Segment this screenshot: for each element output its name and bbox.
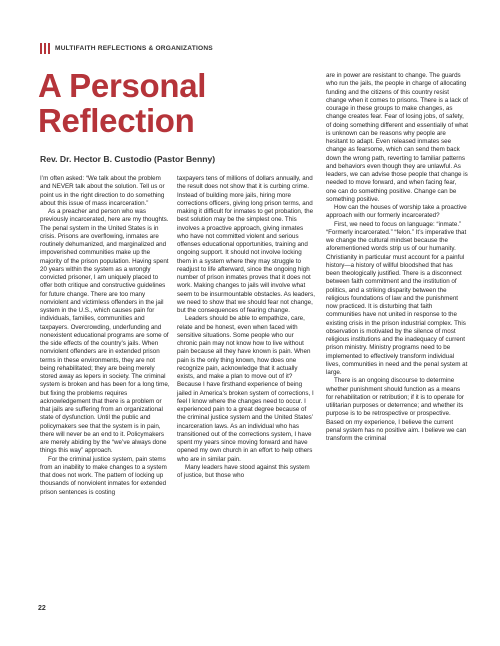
paragraph: As a preacher and person who was previously incarcerated, here are my thoughts. The penal system in the United States is in crisis. Prisons are overflowing, inmates are routinely dehumanized, and marginalized and impoverished communities make up the majority of the prison population. Having spent 20 years within the system as a wrongly convicted prisoner, I am uniquely placed to offer both critique and constructive guidelines for future change. There are too many nonviolent and victimless offenders in the jail system in the U.S., which causes pain for individuals, families, communities and taxpayers. Overcrowding, underfunding and nonexistent educational programs are some of the side effects of the country’s jails. When nonviolent offenders are in extended prison terms in these environments, they are not being rehabilitated; they are being merely stored away as lepers in society. The criminal system is broken and has been for a long time, but fixing the problems requires acknowledgement that there is a problem or that jails are suffering from an organizational state of dysfunction. Until the public and policymakers see that the system is in pain, there will never be an end to it. Policymakers are merely abiding by the “we’ve always done things this way” approach. [40,208,170,455]
paragraph: First, we need to focus on language: “inmate.” “Formerly incarcerated.” “felon.” It’s imperative that we change the cultural mindset because the aforementioned words strip us of our humanity. Christianity in particular must account for a painful history—a history of willful bloodshed that has been theologically justified. There is a disconnect between faith commitment and the institution of politics, and a striking disparity between the religious foundations of law and the punishment now practiced. It is disturbing that faith communities have not united in response to the existing crisis in the prison industrial complex. This observation is motivated by the silence of most religious institutions and the inadequacy of current prison ministry. Ministry programs need to be implemented to effectively transform individual lives, communities in need and the penal system at large. [326,220,468,376]
paragraph: How can the houses of worship take a proactive approach with our formerly incarcerated? [326,204,467,220]
paragraph: I’m often asked: “We talk about the problem and NEVER talk about the solution. Tell us or point us in the right direction to do something about this issue of mass incarceration.” [40,175,165,207]
paragraph: taxpayers tens of millions of dollars annually, and the result does not show that it is curbing crime. Instead of building more jails, hiring more corrections officers, giving long prison terms, and making it difficult for inmates to get probation, the best solution may be the simplest one. This involves a proactive approach, giving inmates who have not committed violent and serious offenses educational opportunities, training and ongoing support. It should not involve locking them in a system where they may struggle to readjust to life afterward, since the ongoing high number of prison inmates proves that it does not work. Making changes to jails will involve what seem to be insurmountable obstacles. As leaders, we need to show that we should fear not change, but the consequences of fearing change. [177,175,315,314]
text-column-2 [177,175,315,480]
section-label: MULTIFAITH REFLECTIONS & ORGANIZATIONS [55,45,213,52]
page-number: 22 [38,605,46,612]
title-line-2: Reflection [38,102,195,139]
article-title [38,68,206,138]
paragraph: Many leaders have stood against this system of justice, but those who [177,463,310,479]
text-column-1 [40,175,170,497]
paragraph: There is an ongoing discourse to determine whether punishment should function as a means for rehabilitation or retribution; if it is to operate for utilitarian purposes or deterrence; and whether its purpose is to be retrospective or prospective. Based on my experience, I believe the current penal system has no positive aim. I believe we can transform the criminal [326,377,467,442]
text-column-3 [326,72,468,443]
paragraph: For the criminal justice system, pain stems from an inability to make changes to a system that does not work. The pattern of locking up thousands of nonviolent inmates for extended prison sentences is costing [40,455,167,496]
byline: Rev. Dr. Hector B. Custodio (Pastor Benny) [40,154,216,164]
publication-logo-icon [40,43,50,54]
section-header [40,43,213,54]
paragraph: are in power are resistant to change. The guards who run the jails, the people in charge of allocating funding and the citizens of this country resist change when it comes to prisons. There is a lack of courage in these groups to make changes, as change creates fear. Fear of losing jobs, of safety, of doing something different and essentially of what is unknown can be reasons why people are hesitant to adapt. Even released inmates see change as fearsome, which can send them back down the wrong path, reverting to familiar patterns and behaviors even though they are unlawful. As leaders, we can advise those people that change is needed to move forward, and when facing fear, one can do something positive. Change can be something positive. [326,72,468,203]
paragraph: Leaders should be able to empathize, care, relate and be honest, even when faced with sensitive situations. Some people who our chronic pain may not know how to live without pain because all they have known is pain. When pain is the only thing known, how does one recognize pain, acknowledge that it actually exists, and make a plan to move out of it? Because I have firsthand experience of being jailed in America’s broken system of corrections, I feel I know where the changes need to occur. I experienced pain to a great degree because of the criminal justice system and the United States’ incarceration laws. As an individual who has transitioned out of the corrections system, I have spent my years since moving forward and have opened my own church in an effort to help others who are in similar pain. [177,315,314,463]
title-line-1: A Personal [38,67,207,104]
